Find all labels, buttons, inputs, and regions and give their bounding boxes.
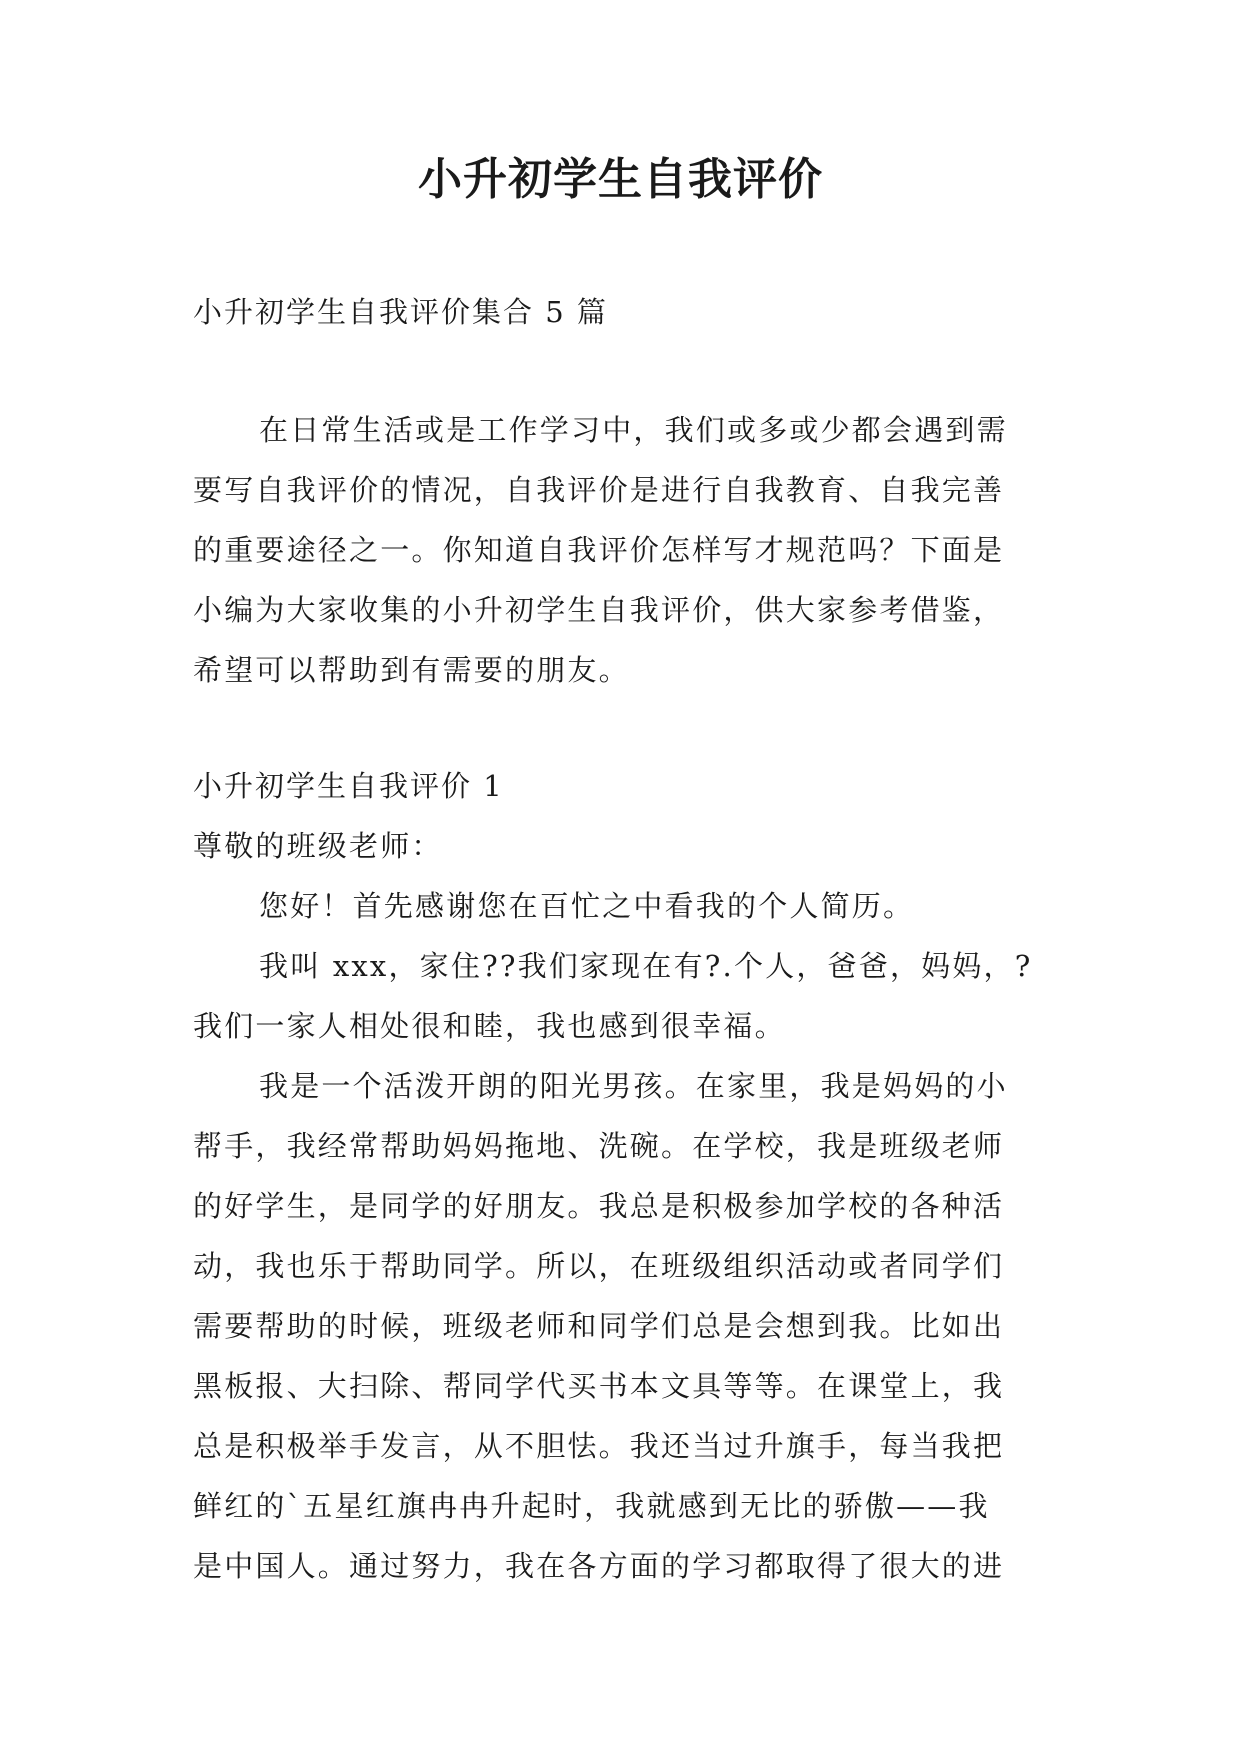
section-heading: 小升初学生自我评价 1 (193, 769, 504, 803)
body-line: 黑板报、大扫除、帮同学代买书本文具等等。在课堂上，我 (193, 1369, 1005, 1403)
body-line: 是中国人。通过努力，我在各方面的学习都取得了很大的进 (193, 1549, 1005, 1583)
salutation: 尊敬的班级老师： (193, 829, 443, 863)
body-line: 我们一家人相处很和睦，我也感到很幸福。 (193, 1009, 786, 1043)
intro-line: 要写自我评价的情况，自我评价是进行自我教育、自我完善 (193, 473, 1005, 507)
document-title: 小升初学生自我评价 (418, 154, 823, 205)
body-line: 总是积极举手发言，从不胆怯。我还当过升旗手，每当我把 (193, 1429, 1005, 1463)
body-line: 帮手，我经常帮助妈妈拖地、洗碗。在学校，我是班级老师 (193, 1129, 1005, 1163)
body-line: 我叫 xxx，家住??我们家现在有?.个人，爸爸，妈妈，? (259, 949, 1033, 983)
intro-line: 希望可以帮助到有需要的朋友。 (193, 653, 630, 687)
intro-paragraph (193, 400, 1073, 700)
document-subtitle: 小升初学生自我评价集合 5 篇 (193, 295, 608, 329)
intro-line: 的重要途径之一。你知道自我评价怎样写才规范吗？下面是 (193, 533, 1005, 567)
body-line: 动，我也乐于帮助同学。所以，在班级组织活动或者同学们 (193, 1249, 1005, 1283)
section-body (193, 816, 1073, 1596)
intro-line: 在日常生活或是工作学习中，我们或多或少都会遇到需 (259, 413, 1008, 447)
body-line: 鲜红的`五星红旗冉冉升起时，我就感到无比的骄傲——我 (193, 1489, 990, 1523)
intro-line: 小编为大家收集的小升初学生自我评价，供大家参考借鉴， (193, 593, 1005, 627)
body-line: 我是一个活泼开朗的阳光男孩。在家里，我是妈妈的小 (259, 1069, 1008, 1103)
body-line: 您好！首先感谢您在百忙之中看我的个人简历。 (259, 889, 915, 923)
body-line: 需要帮助的时候，班级老师和同学们总是会想到我。比如出 (193, 1309, 1005, 1343)
body-line: 的好学生，是同学的好朋友。我总是积极参加学校的各种活 (193, 1189, 1005, 1223)
